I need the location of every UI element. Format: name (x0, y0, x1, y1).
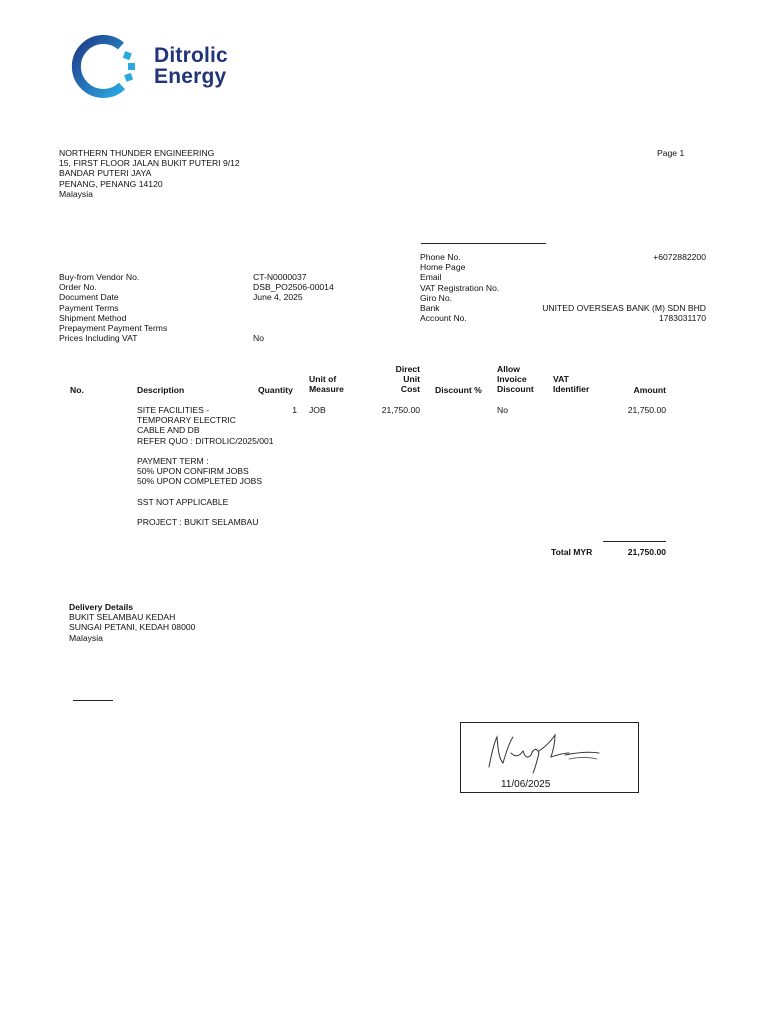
delivery-line: SUNGAI PETANI, KEDAH 08000 (69, 622, 196, 633)
field-label: Account No. (420, 313, 467, 324)
description-line: PROJECT : BUKIT SELAMBAU (137, 517, 259, 528)
address-line: PENANG, PENANG 14120 (59, 178, 163, 189)
field-label: Phone No. (420, 252, 461, 262)
col-header-direct-unit-cost (384, 364, 420, 395)
field-label: VAT Registration No. (420, 282, 500, 293)
header-line: Identifier (553, 384, 590, 395)
description-line: SST NOT APPLICABLE (137, 496, 229, 507)
description-line: PAYMENT TERM : (137, 456, 209, 467)
row-quantity: 1 (292, 405, 297, 415)
field-value (520, 283, 706, 293)
row-direct-unit-cost: 21,750.00 (381, 405, 420, 415)
field-label: Document Date (59, 292, 119, 303)
field-label: Giro No. (420, 292, 452, 303)
description-line: SITE FACILITIES - (137, 405, 210, 415)
field-label: Bank (420, 303, 440, 314)
order-field-labels (59, 272, 167, 343)
description-line: REFER QUO : DITROLIC/2025/001 (137, 435, 274, 446)
row-uom: JOB (309, 405, 326, 415)
field-value: June 4, 2025 (253, 292, 303, 303)
description-line (137, 507, 274, 517)
col-header-allow-invoice-discount (497, 364, 534, 395)
col-header-quantity: Quantity (258, 385, 293, 395)
total-label: Total MYR (551, 547, 593, 557)
header-line: Cost (400, 384, 420, 395)
field-value (520, 293, 706, 303)
handwritten-signature-icon (479, 727, 609, 777)
row-allow-invoice-discount: No (497, 405, 508, 415)
header-line: Unit of (309, 374, 337, 384)
description-line: 50% UPON COMPLETED JOBS (137, 476, 263, 487)
field-label: Order No. (59, 282, 97, 293)
description-line: TEMPORARY ELECTRIC (137, 415, 237, 426)
description-line: CABLE AND DB (137, 425, 200, 436)
field-value: DSB_PO2506-00014 (253, 282, 334, 293)
field-value: CT-N0000037 (253, 272, 307, 282)
address-line: BANDAR PUTERI JAYA (59, 168, 152, 179)
header-line: VAT (553, 374, 569, 384)
field-label: Prices Including VAT (59, 333, 138, 344)
page-number: Page 1 (657, 148, 685, 158)
field-value (520, 262, 706, 272)
col-header-no: No. (70, 385, 84, 395)
total-value: 21,750.00 (627, 547, 666, 557)
description-line: 50% UPON CONFIRM JOBS (137, 466, 249, 477)
field-label: Email (420, 272, 442, 283)
description-line (137, 487, 274, 497)
divider (421, 243, 546, 244)
field-value (253, 303, 334, 313)
logo-text-line2: Energy (154, 65, 227, 88)
field-label: Buy-from Vendor No. (59, 272, 140, 282)
company-field-labels (420, 252, 499, 323)
delivery-line: Malaysia (69, 632, 103, 643)
address-line: NORTHERN THUNDER ENGINEERING (59, 148, 215, 158)
col-header-vat-identifier (553, 374, 589, 394)
col-header-description: Description (137, 385, 185, 395)
delivery-details (69, 602, 195, 643)
header-line: Measure (309, 384, 344, 395)
col-header-amount: Amount (633, 385, 666, 395)
company-logo (66, 34, 256, 98)
header-line: Allow (497, 364, 520, 374)
field-label: Prepayment Payment Terms (59, 323, 168, 334)
description-line (137, 446, 274, 456)
row-amount: 21,750.00 (627, 405, 666, 415)
field-value (520, 272, 706, 282)
field-value: UNITED OVERSEAS BANK (M) SDN BHD (542, 303, 706, 314)
col-header-uom (309, 374, 344, 394)
field-value: 1783031170 (658, 313, 706, 324)
company-field-values (520, 252, 706, 323)
header-line: Invoice (497, 374, 527, 385)
logo-mark-icon (66, 34, 136, 98)
signature-date: 11/06/2025 (501, 779, 551, 790)
row-description (137, 405, 274, 527)
field-value (253, 323, 334, 333)
field-label: Home Page (420, 262, 466, 273)
order-field-values (253, 272, 334, 343)
field-value: No (253, 333, 264, 344)
delivery-line: BUKIT SELAMBAU KEDAH (69, 612, 176, 623)
header-line: Discount (497, 384, 534, 395)
delivery-heading: Delivery Details (69, 602, 134, 612)
divider (603, 541, 666, 542)
field-label: Payment Terms (59, 302, 119, 313)
signature-box (460, 722, 639, 793)
address-line: Malaysia (59, 188, 93, 199)
field-value: +6072882200 (653, 252, 706, 262)
field-value (253, 313, 334, 323)
vendor-address (59, 148, 240, 199)
header-line: Unit (403, 374, 420, 385)
field-label: Shipment Method (59, 312, 127, 323)
divider (73, 700, 113, 701)
header-line: Direct (395, 364, 420, 374)
logo-text-line1: Ditrolic (154, 44, 228, 67)
address-line: 15, FIRST FLOOR JALAN BUKIT PUTERI 9/12 (59, 158, 240, 169)
col-header-discount: Discount % (435, 385, 482, 395)
